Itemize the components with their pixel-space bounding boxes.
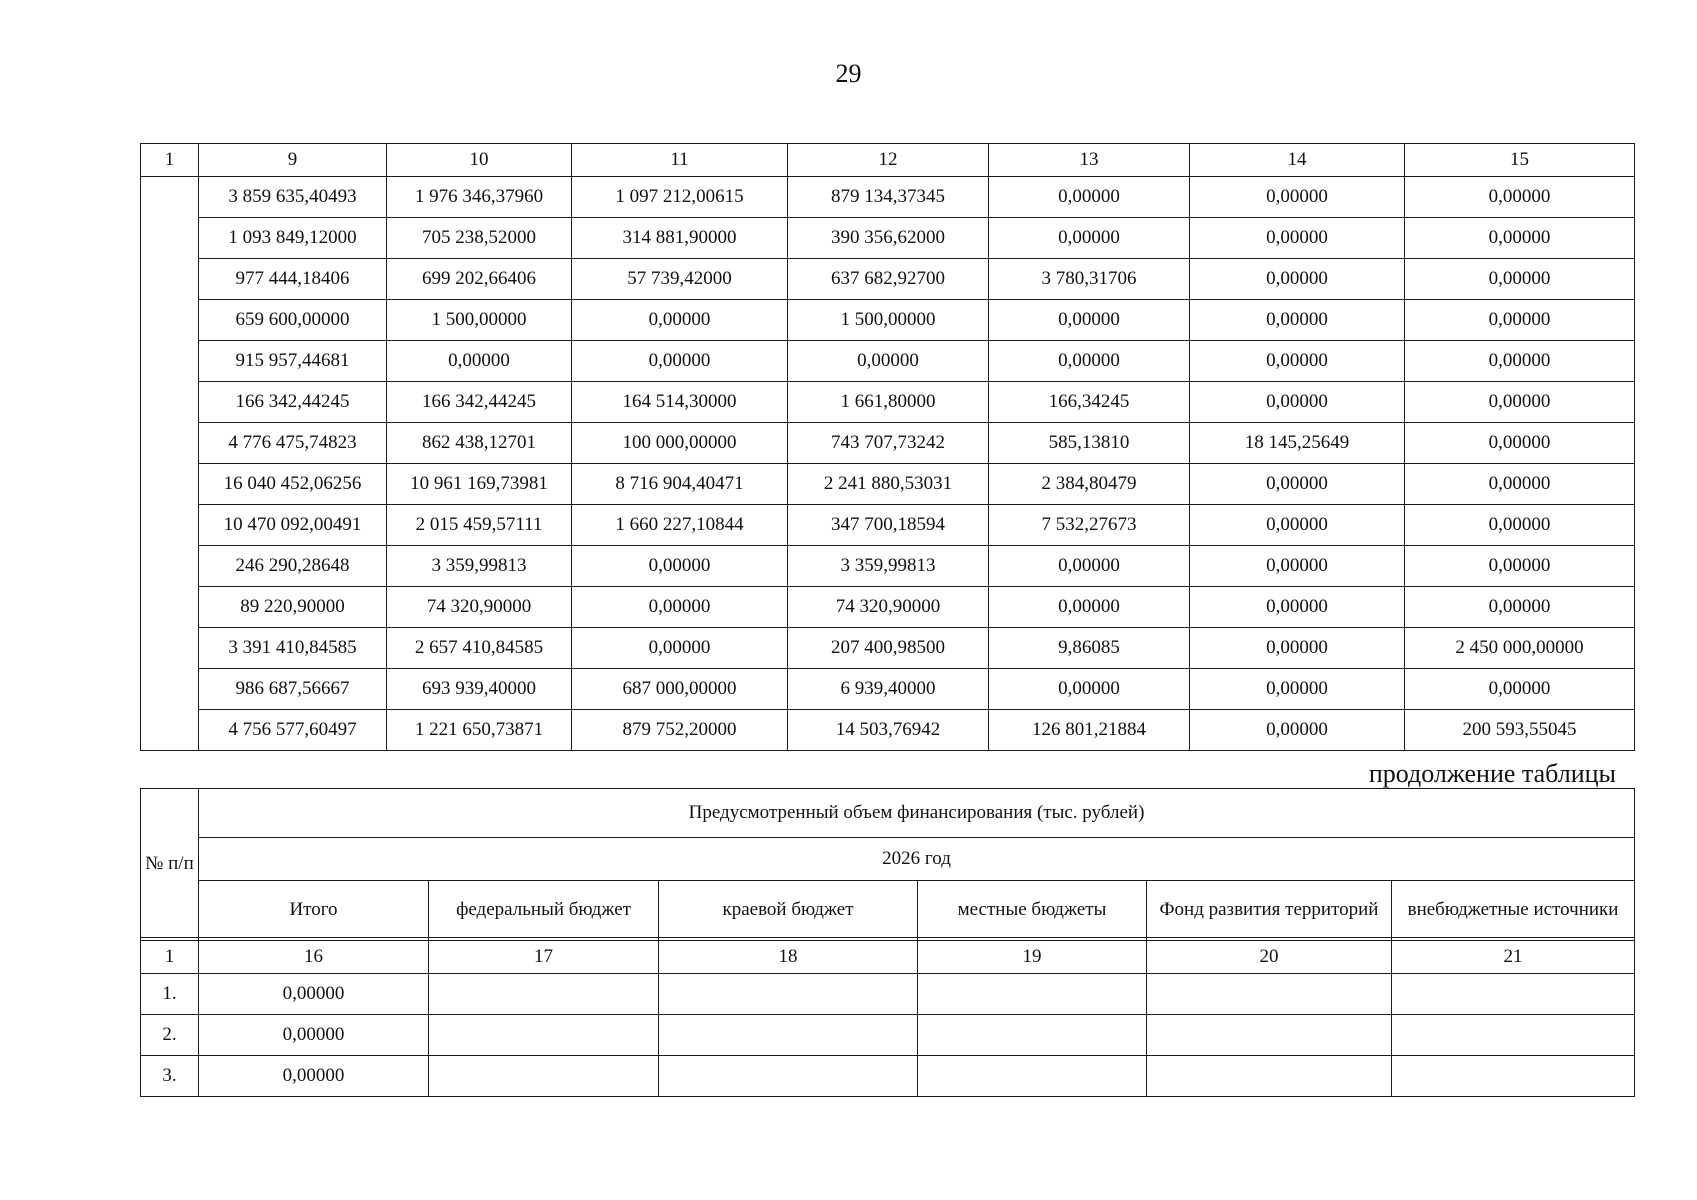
column-number: 1 <box>141 144 199 177</box>
table-cell: 0,00000 <box>1190 177 1405 218</box>
table-cell: 3 391 410,84585 <box>199 628 387 669</box>
table-row <box>141 546 1635 587</box>
table-cell: 0,00000 <box>1405 341 1635 382</box>
financing-table-continued <box>140 143 1635 751</box>
table-cell: 0,00000 <box>1190 259 1405 300</box>
row-number-cell <box>141 177 199 751</box>
table-cell: 166 342,44245 <box>387 382 572 423</box>
column-number: 10 <box>387 144 572 177</box>
table-cell: 0,00000 <box>1190 505 1405 546</box>
table-cell: 0,00000 <box>1405 464 1635 505</box>
table-cell: 200 593,55045 <box>1405 710 1635 751</box>
column-number: 13 <box>989 144 1190 177</box>
table-cell: 16 040 452,06256 <box>199 464 387 505</box>
column-number: 18 <box>659 941 918 974</box>
table-cell <box>659 1015 918 1056</box>
table-cell: 1 660 227,10844 <box>572 505 788 546</box>
column-number: 16 <box>199 941 429 974</box>
table-cell: 1 093 849,12000 <box>199 218 387 259</box>
table-cell: 1 097 212,00615 <box>572 177 788 218</box>
table-cell: 0,00000 <box>989 218 1190 259</box>
column-header-federal: федеральный бюджет <box>429 881 659 938</box>
column-number: 1 <box>141 941 199 974</box>
table-cell <box>429 1015 659 1056</box>
table-cell: 659 600,00000 <box>199 300 387 341</box>
table-cell: 0,00000 <box>1190 218 1405 259</box>
financing-table-2026 <box>140 788 1635 1097</box>
table-row <box>141 218 1635 259</box>
table-row <box>141 669 1635 710</box>
table-cell: 390 356,62000 <box>788 218 989 259</box>
column-number: 17 <box>429 941 659 974</box>
table-cell: 1 976 346,37960 <box>387 177 572 218</box>
table-cell: 4 756 577,60497 <box>199 710 387 751</box>
table-cell <box>429 1056 659 1097</box>
table-cell: 0,00000 <box>1190 628 1405 669</box>
header-row-sources <box>141 881 1635 938</box>
table-cell: 57 739,42000 <box>572 259 788 300</box>
table-cell: 2 384,80479 <box>989 464 1190 505</box>
table-row <box>141 1015 1635 1056</box>
column-number: 21 <box>1392 941 1635 974</box>
table-row <box>141 300 1635 341</box>
table-row <box>141 710 1635 751</box>
table-cell <box>659 1056 918 1097</box>
table-cell <box>1392 974 1635 1015</box>
column-header-total: Итого <box>199 881 429 938</box>
table-row <box>141 587 1635 628</box>
table-cell: 743 707,73242 <box>788 423 989 464</box>
column-number: 19 <box>918 941 1147 974</box>
table-cell: 100 000,00000 <box>572 423 788 464</box>
table-cell: 0,00000 <box>989 546 1190 587</box>
table-cell: 0,00000 <box>1405 300 1635 341</box>
table-cell: 862 438,12701 <box>387 423 572 464</box>
table-cell: 0,00000 <box>1190 587 1405 628</box>
table-cell: 1 500,00000 <box>387 300 572 341</box>
table-cell <box>659 974 918 1015</box>
row-number-cell: 2. <box>141 1015 199 1056</box>
column-number: 15 <box>1405 144 1635 177</box>
continuation-label: продолжение таблицы <box>1368 759 1616 788</box>
table-cell: 879 752,20000 <box>572 710 788 751</box>
table-cell: 0,00000 <box>1190 464 1405 505</box>
table-row <box>141 423 1635 464</box>
table-cell: 0,00000 <box>1405 505 1635 546</box>
table-cell: 0,00000 <box>572 341 788 382</box>
table-cell: 2 241 880,53031 <box>788 464 989 505</box>
table-cell: 0,00000 <box>989 341 1190 382</box>
table-cell: 2 450 000,00000 <box>1405 628 1635 669</box>
table-row <box>141 464 1635 505</box>
table-cell: 89 220,90000 <box>199 587 387 628</box>
table-cell: 0,00000 <box>1405 546 1635 587</box>
column-number-row <box>141 144 1635 177</box>
table-cell: 2 657 410,84585 <box>387 628 572 669</box>
table-cell: 0,00000 <box>1190 710 1405 751</box>
table-cell: 207 400,98500 <box>788 628 989 669</box>
column-header-territory-fund: Фонд развития территорий <box>1147 881 1392 938</box>
table-cell: 0,00000 <box>1405 177 1635 218</box>
table-cell: 126 801,21884 <box>989 710 1190 751</box>
table-cell: 986 687,56667 <box>199 669 387 710</box>
table-cell: 0,00000 <box>387 341 572 382</box>
table-row <box>141 177 1635 218</box>
table-cell: 0,00000 <box>989 669 1190 710</box>
row-number-cell: 3. <box>141 1056 199 1097</box>
table-cell: 0,00000 <box>989 177 1190 218</box>
table-cell: 10 470 092,00491 <box>199 505 387 546</box>
table-row <box>141 341 1635 382</box>
table-cell <box>429 974 659 1015</box>
table-row <box>141 259 1635 300</box>
table-cell <box>918 1056 1147 1097</box>
table-cell: 0,00000 <box>1405 669 1635 710</box>
page-number: 29 <box>835 59 862 88</box>
table-cell <box>1147 974 1392 1015</box>
table-cell: 18 145,25649 <box>1190 423 1405 464</box>
table-cell: 314 881,90000 <box>572 218 788 259</box>
table-cell <box>1147 1056 1392 1097</box>
table-cell: 74 320,90000 <box>387 587 572 628</box>
table-cell: 9,86085 <box>989 628 1190 669</box>
financing-header: Предусмотренный объем финансирования (тыс. рублей) <box>199 789 1635 838</box>
table-cell: 705 238,52000 <box>387 218 572 259</box>
table-cell: 347 700,18594 <box>788 505 989 546</box>
table-cell: 0,00000 <box>199 1056 429 1097</box>
table-cell: 0,00000 <box>1190 382 1405 423</box>
table-cell: 0,00000 <box>572 628 788 669</box>
table-cell: 0,00000 <box>1190 546 1405 587</box>
table-cell: 166 342,44245 <box>199 382 387 423</box>
table-row <box>141 382 1635 423</box>
table-cell: 0,00000 <box>199 1015 429 1056</box>
table-cell <box>1392 1015 1635 1056</box>
table-cell: 246 290,28648 <box>199 546 387 587</box>
column-number-row <box>141 941 1635 974</box>
table-cell <box>918 974 1147 1015</box>
table-cell: 1 221 650,73871 <box>387 710 572 751</box>
table-cell <box>1392 1056 1635 1097</box>
table-cell: 3 780,31706 <box>989 259 1190 300</box>
table-cell: 915 957,44681 <box>199 341 387 382</box>
table-cell: 0,00000 <box>1190 300 1405 341</box>
column-number: 11 <box>572 144 788 177</box>
header-row-year <box>141 838 1635 881</box>
table-cell: 7 532,27673 <box>989 505 1190 546</box>
column-header-regional: краевой бюджет <box>659 881 918 938</box>
table-cell: 637 682,92700 <box>788 259 989 300</box>
table-cell: 10 961 169,73981 <box>387 464 572 505</box>
table-cell: 14 503,76942 <box>788 710 989 751</box>
table-cell: 0,00000 <box>1405 382 1635 423</box>
table-cell: 693 939,40000 <box>387 669 572 710</box>
table-cell: 0,00000 <box>572 546 788 587</box>
header-row-financing <box>141 789 1635 838</box>
table-cell: 0,00000 <box>1405 423 1635 464</box>
table-cell: 699 202,66406 <box>387 259 572 300</box>
table-row <box>141 1056 1635 1097</box>
table-cell: 585,13810 <box>989 423 1190 464</box>
column-number: 14 <box>1190 144 1405 177</box>
table-cell: 0,00000 <box>989 300 1190 341</box>
table-cell: 3 359,99813 <box>788 546 989 587</box>
table-cell <box>918 1015 1147 1056</box>
table-cell: 0,00000 <box>199 974 429 1015</box>
table-cell: 3 859 635,40493 <box>199 177 387 218</box>
table-cell: 6 939,40000 <box>788 669 989 710</box>
table-cell: 0,00000 <box>1405 218 1635 259</box>
table-cell: 0,00000 <box>572 300 788 341</box>
year-header: 2026 год <box>199 838 1635 881</box>
table-cell: 687 000,00000 <box>572 669 788 710</box>
table-cell <box>1147 1015 1392 1056</box>
column-number: 9 <box>199 144 387 177</box>
row-number-cell: 1. <box>141 974 199 1015</box>
column-number: 12 <box>788 144 989 177</box>
column-header-local: местные бюджеты <box>918 881 1147 938</box>
table-cell: 977 444,18406 <box>199 259 387 300</box>
table-row <box>141 974 1635 1015</box>
table-row <box>141 505 1635 546</box>
table-cell: 1 661,80000 <box>788 382 989 423</box>
table-cell: 166,34245 <box>989 382 1190 423</box>
table-cell: 0,00000 <box>1190 341 1405 382</box>
table-cell: 164 514,30000 <box>572 382 788 423</box>
table-cell: 0,00000 <box>788 341 989 382</box>
table-cell: 4 776 475,74823 <box>199 423 387 464</box>
table-cell: 0,00000 <box>989 587 1190 628</box>
row-number-header: № п/п <box>141 789 199 938</box>
table-cell: 0,00000 <box>1190 669 1405 710</box>
table-cell: 74 320,90000 <box>788 587 989 628</box>
table-cell: 0,00000 <box>572 587 788 628</box>
column-header-extrabudgetary: внебюджетные источники <box>1392 881 1635 938</box>
table-cell: 1 500,00000 <box>788 300 989 341</box>
table-cell: 0,00000 <box>1405 587 1635 628</box>
table-cell: 8 716 904,40471 <box>572 464 788 505</box>
column-number: 20 <box>1147 941 1392 974</box>
table-cell: 3 359,99813 <box>387 546 572 587</box>
table-row <box>141 628 1635 669</box>
table-cell: 2 015 459,57111 <box>387 505 572 546</box>
table-cell: 0,00000 <box>1405 259 1635 300</box>
table-cell: 879 134,37345 <box>788 177 989 218</box>
